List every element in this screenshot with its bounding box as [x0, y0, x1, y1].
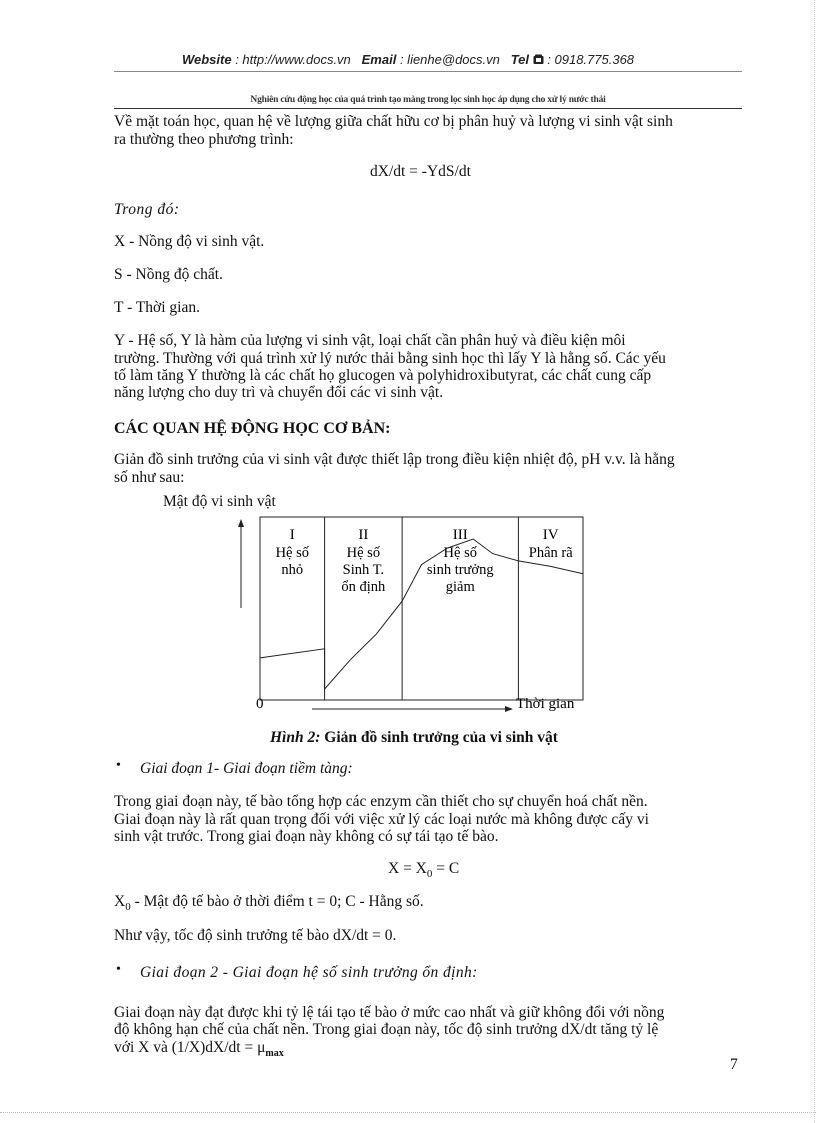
website-url[interactable]: : http://www.docs.vn [235, 52, 351, 67]
phase-label-3-line-2: sinh trưởng [426, 562, 494, 578]
phase-label-1-line-2: nhỏ [281, 562, 304, 578]
def-t: T - Thời gian. [114, 299, 200, 316]
phase2-line-2: độ không hạn chế của chất nền. Trong giai đoạn này, tốc độ sinh trưởng dX/dt tăng tỷ lệ [114, 1021, 659, 1038]
y-line-2: trường. Thường với quá trình xử lý nước thải bằng sinh học thì lấy Y là hằng số. Các yếu [114, 350, 666, 367]
phase1-title: Giai đoạn 1- Giai đoạn tiềm tàng: [140, 760, 353, 777]
phase1-line-3: sinh vật trước. Trong giai đoạn này không có sự tái tạo tế bào. [114, 828, 499, 845]
running-title-underline [114, 108, 742, 109]
chart-ylabel: Mật độ vi sinh vật [163, 493, 276, 510]
email-label: Email [361, 52, 397, 67]
equation-2 [388, 860, 459, 883]
tel-label: Tel [510, 52, 530, 67]
mu-symbol: μ [257, 1039, 266, 1056]
x0-pre: X [114, 893, 126, 910]
website-header [0, 52, 816, 67]
y-line-3: tố làm tăng Y thường là các chất họ glucogen và polyhidroxibutyrat, các chất cung cấp [114, 367, 652, 384]
caption-prefix: Hình 2: [270, 729, 321, 746]
def-x: X - Nồng độ vi sinh vật. [114, 233, 265, 250]
x0-definition [114, 893, 424, 916]
equation-2-pre: X = X [388, 860, 427, 877]
phase-label-3-line-3: giảm [445, 579, 475, 595]
growth-curve [260, 539, 583, 689]
email-address[interactable]: : lienhe@docs.vn [399, 52, 500, 67]
origin-label: 0 [256, 696, 264, 712]
phase-numeral-1: I [289, 527, 295, 543]
phase-label-2-line-2: Sinh T. [342, 562, 385, 578]
bullet-1: • [116, 758, 121, 773]
phase2-line-1: Giai đoạn này đạt được khi tỷ lệ tái tạo tế bào ở mức cao nhất và giữ không đổi với nồng [114, 1004, 665, 1021]
phase-numeral-3: III [452, 527, 468, 543]
header-divider [114, 71, 742, 72]
phase2-line-3-text: với X và (1/X)dX/dt = [114, 1039, 258, 1056]
page-right-edge [814, 0, 815, 1123]
intro-line-2: ra thường theo phương trình: [114, 131, 294, 148]
page-bottom-divider [0, 1112, 816, 1113]
growth-line-1: Giản đồ sinh trưởng của vi sinh vật được thiết lập trong điều kiện nhiệt độ, pH v.v. là hằng [114, 451, 675, 468]
phase1-line-1: Trong giai đoạn này, tế bào tổng hợp các enzym cần thiết cho sự chuyển hoá chất nền. [114, 793, 648, 810]
growth-chart [230, 505, 610, 740]
figure-caption [270, 729, 558, 746]
phase2-title: Giai đoạn 2 - Giai đoạn hệ số sinh trưởng ổn định: [140, 964, 478, 981]
growth-line-2: số như sau: [114, 469, 185, 486]
rate-line: Như vậy, tốc độ sinh trưởng tế bào dX/dt = 0. [114, 927, 397, 944]
tel-number: : 0918.775.368 [547, 52, 635, 67]
bullet-2: • [116, 962, 121, 977]
mu-sub: max [265, 1048, 284, 1060]
intro-line-1: Về mặt toán học, quan hệ về lượng giữa chất hữu cơ bị phân huỷ và lượng vi sinh vật sinh [114, 113, 673, 130]
phase-numeral-2: II [358, 527, 369, 543]
caption-text: Giản đồ sinh trưởng của vi sinh vật [320, 729, 558, 746]
x0-post: - Mật độ tế bào ở thời điểm t = 0; C - Hằng số. [130, 893, 424, 910]
y-line-1: Y - Hệ số, Y là hàm của lượng vi sinh vật, loại chất cần phân huỷ và điều kiện môi [114, 332, 626, 349]
website-label: Website [181, 52, 232, 67]
y-axis-arrowhead [238, 519, 244, 527]
phase-label-4-line-1: Phân rã [528, 545, 573, 561]
phase-numeral-4: IV [542, 527, 559, 543]
phase-label-2-line-3: ổn định [341, 579, 386, 595]
equation-2-post: = C [432, 860, 460, 877]
phase-label-3-line-1: Hệ số [443, 545, 477, 561]
phone-icon [533, 54, 544, 65]
x-axis-label: Thời gian [516, 696, 575, 712]
phase-label-2-line-1: Hệ số [346, 545, 381, 561]
def-s: S - Nồng độ chất. [114, 266, 223, 283]
running-title: Nghiên cứu động học của quá trình tạo màng trong lọc sinh học áp dụng cho xử lý nước thải [250, 95, 606, 105]
y-line-4: năng lượng cho duy trì và chuyển đổi các vi sinh vật. [114, 384, 444, 401]
equation-2-sub: 0 [426, 868, 433, 881]
phase1-line-2: Giai đoạn này là rất quan trọng đối với việc xử lý các loại nước mà không được cấy vi [114, 811, 649, 828]
where-label: Trong đó: [114, 201, 180, 218]
x0-sub: 0 [125, 901, 131, 914]
page-number: 7 [730, 1056, 738, 1073]
equation-1: dX/dt = -YdS/dt [370, 163, 471, 180]
phase-label-1-line-1: Hệ số [275, 545, 310, 561]
x-axis-arrowhead [505, 706, 513, 712]
section-heading: CÁC QUAN HỆ ĐỘNG HỌC CƠ BẢN: [114, 420, 391, 437]
phase2-line-3 [114, 1039, 284, 1062]
